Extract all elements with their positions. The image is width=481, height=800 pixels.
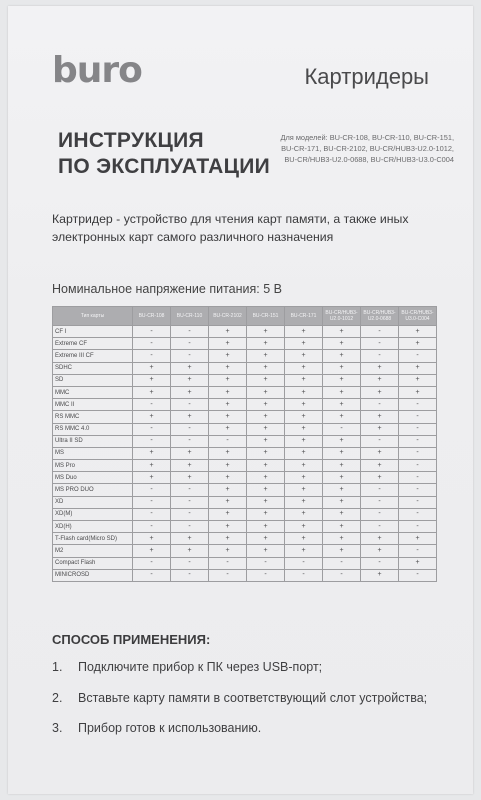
support-cell: - <box>361 338 399 350</box>
support-cell: + <box>209 460 247 472</box>
card-type-cell: MMC II <box>53 399 133 411</box>
card-type-cell: MS PRO DUO <box>53 484 133 496</box>
brand-logo: buro <box>52 50 142 91</box>
card-type-cell: Ultra II SD <box>53 435 133 447</box>
table-row <box>53 569 437 581</box>
models-line: Для моделей: BU-CR-108, BU-CR-110, BU-CR-151, <box>280 133 454 142</box>
support-cell: + <box>133 533 171 545</box>
support-cell: + <box>285 350 323 362</box>
column-header-model: BU-CR/HUB3-U3.0-C004 <box>399 307 437 326</box>
table-row <box>53 423 437 435</box>
support-cell: + <box>361 545 399 557</box>
support-cell: + <box>285 386 323 398</box>
usage-step <box>52 691 427 722</box>
step-number: 3. <box>52 721 63 735</box>
support-cell: + <box>399 533 437 545</box>
support-cell: - <box>133 569 171 581</box>
heading-line: ИНСТРУКЦИЯ <box>58 129 204 152</box>
support-cell: - <box>399 350 437 362</box>
support-cell: + <box>133 545 171 557</box>
models-line: BU-CR/HUB3-U2.0-0688, BU-CR/HUB3-U3.0-C004 <box>284 155 454 164</box>
support-cell: - <box>133 423 171 435</box>
usage-step <box>52 721 427 752</box>
support-cell: + <box>247 460 285 472</box>
support-cell: - <box>361 435 399 447</box>
document-title: Картридеры <box>304 64 429 89</box>
support-cell: - <box>171 557 209 569</box>
card-type-cell: T-Flash card(Micro SD) <box>53 533 133 545</box>
support-cell: + <box>209 508 247 520</box>
table-row <box>53 338 437 350</box>
support-cell: + <box>285 521 323 533</box>
support-cell: + <box>209 521 247 533</box>
models-list <box>264 132 454 165</box>
support-cell: - <box>133 508 171 520</box>
step-text: Подключите прибор к ПК через USB-порт; <box>78 660 323 674</box>
card-type-cell: Extreme CF <box>53 338 133 350</box>
support-cell: + <box>285 362 323 374</box>
card-type-cell: M2 <box>53 545 133 557</box>
support-cell: + <box>247 362 285 374</box>
support-cell: - <box>133 484 171 496</box>
column-header-model: BU-CR-108 <box>133 307 171 326</box>
support-cell: - <box>399 411 437 423</box>
card-type-cell: XD(M) <box>53 508 133 520</box>
product-description: Картридер - устройство для чтения карт памяти, а также иных электронных карт самого различного назначения <box>52 212 409 244</box>
support-cell: + <box>247 521 285 533</box>
support-cell: - <box>323 423 361 435</box>
table-header-row <box>53 307 437 326</box>
support-cell: + <box>323 484 361 496</box>
support-cell: + <box>285 338 323 350</box>
table-row <box>53 496 437 508</box>
support-cell: + <box>133 472 171 484</box>
table-row <box>53 533 437 545</box>
support-cell: + <box>209 472 247 484</box>
support-cell: + <box>209 386 247 398</box>
support-cell: + <box>171 533 209 545</box>
support-cell: + <box>399 362 437 374</box>
usage-step <box>52 660 427 691</box>
support-cell: - <box>171 435 209 447</box>
column-header-model: BU-CR-110 <box>171 307 209 326</box>
column-header-card-type: Тип карты <box>53 307 133 326</box>
support-cell: + <box>247 533 285 545</box>
support-cell: + <box>323 326 361 338</box>
support-cell: + <box>323 521 361 533</box>
support-cell: + <box>323 435 361 447</box>
support-cell: + <box>323 460 361 472</box>
support-cell: - <box>171 496 209 508</box>
card-type-cell: XD <box>53 496 133 508</box>
support-cell: - <box>133 435 171 447</box>
card-type-cell: MS Pro <box>53 460 133 472</box>
support-cell: - <box>171 338 209 350</box>
support-cell: - <box>399 447 437 459</box>
card-type-cell: Compact Flash <box>53 557 133 569</box>
support-cell: + <box>171 411 209 423</box>
support-cell: + <box>209 399 247 411</box>
support-cell: + <box>247 386 285 398</box>
card-type-cell: XD(H) <box>53 521 133 533</box>
manual-heading <box>58 128 270 180</box>
support-cell: - <box>171 484 209 496</box>
step-number: 2. <box>52 690 63 705</box>
support-cell: + <box>285 533 323 545</box>
support-cell: + <box>247 326 285 338</box>
support-cell: + <box>285 399 323 411</box>
support-cell: + <box>247 435 285 447</box>
card-type-cell: SD <box>53 374 133 386</box>
table-row <box>53 399 437 411</box>
support-cell: + <box>285 508 323 520</box>
card-type-cell: RS MMC 4.0 <box>53 423 133 435</box>
support-cell: + <box>209 350 247 362</box>
support-cell: + <box>209 374 247 386</box>
support-cell: - <box>361 399 399 411</box>
support-cell: + <box>247 374 285 386</box>
table-row <box>53 508 437 520</box>
support-cell: + <box>285 435 323 447</box>
step-number: 1. <box>52 660 63 674</box>
support-cell: + <box>399 557 437 569</box>
card-type-cell: MMC <box>53 386 133 398</box>
support-cell: - <box>399 399 437 411</box>
support-cell: + <box>285 447 323 459</box>
support-cell: + <box>247 338 285 350</box>
usage-steps <box>52 660 427 752</box>
support-cell: - <box>171 423 209 435</box>
support-cell: - <box>171 508 209 520</box>
support-cell: - <box>133 350 171 362</box>
support-cell: + <box>171 386 209 398</box>
support-cell: - <box>323 569 361 581</box>
support-cell: + <box>285 460 323 472</box>
support-cell: + <box>247 484 285 496</box>
support-cell: + <box>247 545 285 557</box>
support-cell: + <box>133 386 171 398</box>
support-cell: + <box>209 545 247 557</box>
support-cell: + <box>247 508 285 520</box>
support-cell: + <box>209 411 247 423</box>
support-cell: + <box>247 472 285 484</box>
support-cell: + <box>171 472 209 484</box>
support-cell: + <box>209 423 247 435</box>
support-cell: + <box>247 496 285 508</box>
support-cell: + <box>399 338 437 350</box>
support-cell: + <box>323 508 361 520</box>
support-cell: - <box>399 460 437 472</box>
table-row <box>53 545 437 557</box>
support-cell: + <box>171 447 209 459</box>
support-cell: - <box>133 557 171 569</box>
step-text: Вставьте карту памяти в соответствующий слот устройства; <box>78 690 428 705</box>
support-cell: + <box>133 460 171 472</box>
support-cell: - <box>171 326 209 338</box>
instruction-sheet <box>8 6 473 794</box>
support-cell: + <box>171 374 209 386</box>
card-type-cell: Extreme III CF <box>53 350 133 362</box>
support-cell: - <box>133 521 171 533</box>
support-cell: - <box>361 521 399 533</box>
compatibility-table <box>52 306 437 582</box>
support-cell: + <box>323 496 361 508</box>
table-row <box>53 484 437 496</box>
support-cell: - <box>247 569 285 581</box>
models-line: BU-CR-171, BU-CR-2102, BU-CR/HUB3-U2.0-1012, <box>281 144 454 153</box>
support-cell: + <box>247 399 285 411</box>
support-cell: + <box>323 386 361 398</box>
table-row <box>53 447 437 459</box>
support-cell: + <box>209 484 247 496</box>
card-type-cell: RS MMC <box>53 411 133 423</box>
support-cell: + <box>171 545 209 557</box>
support-cell: - <box>171 569 209 581</box>
support-cell: - <box>133 338 171 350</box>
table-row <box>53 521 437 533</box>
table-row <box>53 435 437 447</box>
support-cell: + <box>323 472 361 484</box>
support-cell: - <box>247 557 285 569</box>
support-cell: - <box>399 521 437 533</box>
support-cell: + <box>323 350 361 362</box>
support-cell: + <box>323 399 361 411</box>
card-type-cell: SDHC <box>53 362 133 374</box>
voltage-spec: Номинальное напряжение питания: 5 В <box>52 282 282 296</box>
support-cell: + <box>133 362 171 374</box>
column-header-model: BU-CR-2102 <box>209 307 247 326</box>
support-cell: + <box>361 411 399 423</box>
support-cell: - <box>361 484 399 496</box>
support-cell: - <box>399 496 437 508</box>
table-row <box>53 557 437 569</box>
support-cell: - <box>399 472 437 484</box>
support-cell: + <box>323 545 361 557</box>
support-cell: + <box>171 460 209 472</box>
support-cell: - <box>171 521 209 533</box>
support-cell: - <box>323 557 361 569</box>
support-cell: + <box>285 496 323 508</box>
support-cell: + <box>361 533 399 545</box>
support-cell: - <box>209 435 247 447</box>
support-cell: + <box>323 362 361 374</box>
card-type-cell: MS <box>53 447 133 459</box>
support-cell: + <box>361 569 399 581</box>
support-cell: + <box>133 447 171 459</box>
support-cell: + <box>247 447 285 459</box>
support-cell: + <box>285 484 323 496</box>
support-cell: + <box>247 411 285 423</box>
support-cell: + <box>133 411 171 423</box>
card-type-cell: MS Duo <box>53 472 133 484</box>
support-cell: + <box>133 374 171 386</box>
table-row <box>53 374 437 386</box>
column-header-model: BU-CR-151 <box>247 307 285 326</box>
support-cell: - <box>133 326 171 338</box>
table-row <box>53 326 437 338</box>
support-cell: - <box>171 399 209 411</box>
support-cell: + <box>285 374 323 386</box>
support-cell: - <box>399 423 437 435</box>
support-cell: + <box>247 423 285 435</box>
step-text: Прибор готов к использованию. <box>78 721 262 735</box>
column-header-model: BU-CR/HUB3-U2.0-1012 <box>323 307 361 326</box>
support-cell: + <box>323 411 361 423</box>
column-header-model: BU-CR/HUB3-U2.0-0688 <box>361 307 399 326</box>
support-cell: + <box>361 374 399 386</box>
support-cell: - <box>361 508 399 520</box>
support-cell: + <box>361 386 399 398</box>
support-cell: - <box>399 545 437 557</box>
support-cell: - <box>399 508 437 520</box>
support-cell: + <box>285 472 323 484</box>
support-cell: - <box>361 496 399 508</box>
support-cell: + <box>361 447 399 459</box>
support-cell: + <box>247 350 285 362</box>
support-cell: + <box>399 374 437 386</box>
support-cell: - <box>399 484 437 496</box>
card-type-cell: CF I <box>53 326 133 338</box>
support-cell: + <box>323 338 361 350</box>
support-cell: - <box>133 496 171 508</box>
support-cell: - <box>209 557 247 569</box>
column-header-model: BU-CR-171 <box>285 307 323 326</box>
card-type-cell: MINICROSD <box>53 569 133 581</box>
support-cell: + <box>399 386 437 398</box>
support-cell: - <box>361 326 399 338</box>
support-cell: + <box>209 362 247 374</box>
support-cell: + <box>399 326 437 338</box>
support-cell: - <box>171 350 209 362</box>
table-row <box>53 472 437 484</box>
table-row <box>53 411 437 423</box>
support-cell: - <box>209 569 247 581</box>
support-cell: - <box>399 435 437 447</box>
support-cell: + <box>361 362 399 374</box>
support-cell: - <box>285 569 323 581</box>
support-cell: + <box>209 533 247 545</box>
heading-line: ПО ЭКСПЛУАТАЦИИ <box>58 155 271 178</box>
table-row <box>53 362 437 374</box>
usage-title: СПОСОБ ПРИМЕНЕНИЯ: <box>52 632 211 647</box>
table-row <box>53 386 437 398</box>
support-cell: + <box>209 496 247 508</box>
support-cell: + <box>361 460 399 472</box>
support-cell: + <box>323 533 361 545</box>
support-cell: - <box>399 569 437 581</box>
support-cell: + <box>209 338 247 350</box>
support-cell: - <box>285 557 323 569</box>
support-cell: + <box>171 362 209 374</box>
support-cell: + <box>285 545 323 557</box>
support-cell: - <box>361 350 399 362</box>
support-cell: + <box>209 326 247 338</box>
support-cell: + <box>285 411 323 423</box>
support-cell: + <box>361 423 399 435</box>
support-cell: - <box>133 399 171 411</box>
table-row <box>53 460 437 472</box>
support-cell: + <box>361 472 399 484</box>
support-cell: + <box>285 326 323 338</box>
support-cell: + <box>323 447 361 459</box>
support-cell: + <box>323 374 361 386</box>
support-cell: - <box>361 557 399 569</box>
table-row <box>53 350 437 362</box>
support-cell: + <box>285 423 323 435</box>
support-cell: + <box>209 447 247 459</box>
